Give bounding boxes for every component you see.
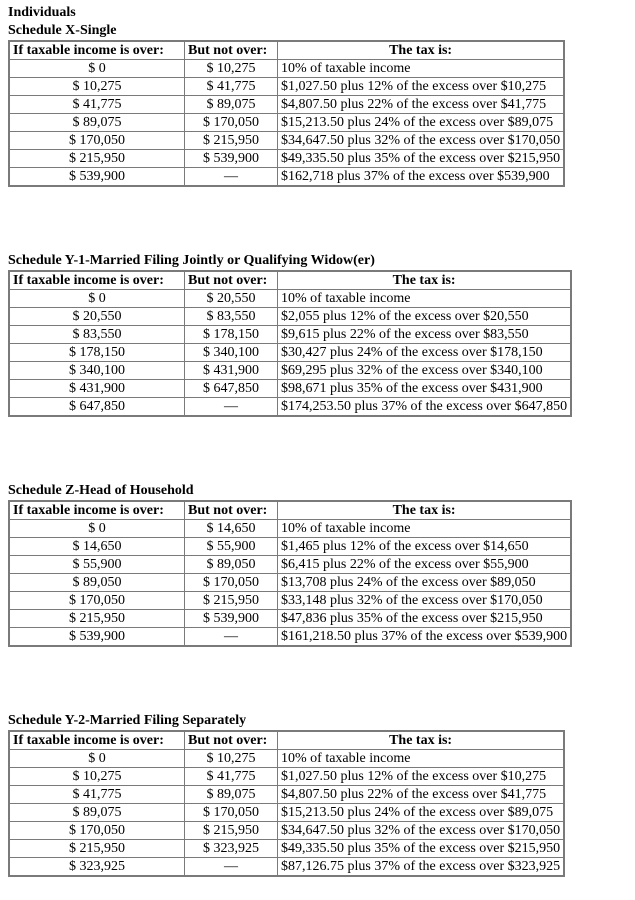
column-header-tax: The tax is: <box>278 271 572 290</box>
cell-over: $ 215,950 <box>9 840 185 858</box>
cell-over: $ 10,275 <box>9 768 185 786</box>
table-row <box>9 628 571 647</box>
column-header-not-over: But not over: <box>185 731 278 750</box>
table-row <box>9 344 571 362</box>
table-row <box>9 750 564 768</box>
cell-not-over: $ 20,550 <box>185 290 278 308</box>
table-row <box>9 520 571 538</box>
cell-not-over: $ 55,900 <box>185 538 278 556</box>
cell-over: $ 89,050 <box>9 574 185 592</box>
cell-not-over: $ 41,775 <box>185 768 278 786</box>
tax-table <box>8 500 572 647</box>
cell-over: $ 14,650 <box>9 538 185 556</box>
cell-not-over: $ 647,850 <box>185 380 278 398</box>
cell-tax: $174,253.50 plus 37% of the excess over $647,850 <box>278 398 572 417</box>
cell-not-over: $ 170,050 <box>185 804 278 822</box>
cell-over: $ 170,050 <box>9 592 185 610</box>
cell-tax: $2,055 plus 12% of the excess over $20,550 <box>278 308 572 326</box>
schedule-title: Schedule Y-1-Married Filing Jointly or Qualifying Widow(er) <box>8 253 375 268</box>
cell-not-over: — <box>185 628 278 647</box>
cell-tax: $30,427 plus 24% of the excess over $178,150 <box>278 344 572 362</box>
table-row <box>9 290 571 308</box>
cell-not-over: — <box>185 858 278 877</box>
cell-not-over: $ 215,950 <box>185 822 278 840</box>
cell-over: $ 0 <box>9 750 185 768</box>
table-row <box>9 132 564 150</box>
column-header-over: If taxable income is over: <box>9 731 185 750</box>
table-row <box>9 768 564 786</box>
table-row <box>9 538 571 556</box>
cell-tax: $9,615 plus 22% of the excess over $83,550 <box>278 326 572 344</box>
schedule-title: Schedule Y-2-Married Filing Separately <box>8 713 247 728</box>
cell-over: $ 83,550 <box>9 326 185 344</box>
cell-not-over: $ 170,050 <box>185 114 278 132</box>
cell-tax: $4,807.50 plus 22% of the excess over $41,775 <box>278 96 565 114</box>
table-row <box>9 556 571 574</box>
schedule-block-z <box>8 482 572 647</box>
cell-not-over: $ 539,900 <box>185 150 278 168</box>
cell-not-over: $ 41,775 <box>185 78 278 96</box>
cell-over: $ 0 <box>9 290 185 308</box>
cell-not-over: $ 215,950 <box>185 132 278 150</box>
cell-tax: 10% of taxable income <box>278 520 572 538</box>
cell-over: $ 0 <box>9 60 185 78</box>
cell-not-over: $ 431,900 <box>185 362 278 380</box>
cell-tax: $4,807.50 plus 22% of the excess over $41,775 <box>278 786 565 804</box>
cell-not-over: $ 323,925 <box>185 840 278 858</box>
cell-not-over: — <box>185 168 278 187</box>
cell-tax: $49,335.50 plus 35% of the excess over $215,950 <box>278 150 565 168</box>
column-header-not-over: But not over: <box>185 41 278 60</box>
schedule-title: Schedule Z-Head of Household <box>8 483 194 498</box>
table-row <box>9 574 571 592</box>
table-row <box>9 610 571 628</box>
cell-over: $ 0 <box>9 520 185 538</box>
tax-table <box>8 40 565 187</box>
cell-not-over: $ 178,150 <box>185 326 278 344</box>
cell-tax: $161,218.50 plus 37% of the excess over $539,900 <box>278 628 572 647</box>
cell-over: $ 215,950 <box>9 150 185 168</box>
cell-over: $ 647,850 <box>9 398 185 417</box>
cell-over: $ 89,075 <box>9 804 185 822</box>
table-header-row <box>9 731 564 750</box>
cell-tax: $15,213.50 plus 24% of the excess over $89,075 <box>278 114 565 132</box>
cell-over: $ 215,950 <box>9 610 185 628</box>
cell-not-over: $ 10,275 <box>185 60 278 78</box>
cell-tax: $15,213.50 plus 24% of the excess over $89,075 <box>278 804 565 822</box>
cell-not-over: $ 539,900 <box>185 610 278 628</box>
column-header-tax: The tax is: <box>278 731 565 750</box>
cell-over: $ 41,775 <box>9 96 185 114</box>
cell-over: $ 89,075 <box>9 114 185 132</box>
cell-not-over: $ 89,075 <box>185 96 278 114</box>
schedule-title: Schedule X-Single <box>8 23 117 38</box>
cell-tax: $69,295 plus 32% of the excess over $340,100 <box>278 362 572 380</box>
table-header-row <box>9 501 571 520</box>
column-header-not-over: But not over: <box>185 501 278 520</box>
cell-over: $ 431,900 <box>9 380 185 398</box>
cell-tax: $13,708 plus 24% of the excess over $89,050 <box>278 574 572 592</box>
tax-table <box>8 270 572 417</box>
column-header-tax: The tax is: <box>278 501 572 520</box>
column-header-not-over: But not over: <box>185 271 278 290</box>
cell-over: $ 340,100 <box>9 362 185 380</box>
table-row <box>9 114 564 132</box>
cell-tax: $49,335.50 plus 35% of the excess over $215,950 <box>278 840 565 858</box>
cell-tax: $47,836 plus 35% of the excess over $215,950 <box>278 610 572 628</box>
table-row <box>9 592 571 610</box>
cell-tax: 10% of taxable income <box>278 750 565 768</box>
column-header-over: If taxable income is over: <box>9 41 185 60</box>
cell-not-over: $ 14,650 <box>185 520 278 538</box>
table-row <box>9 398 571 417</box>
cell-not-over: $ 340,100 <box>185 344 278 362</box>
cell-tax: $33,148 plus 32% of the excess over $170,050 <box>278 592 572 610</box>
cell-not-over: — <box>185 398 278 417</box>
cell-over: $ 539,900 <box>9 628 185 647</box>
table-row <box>9 308 571 326</box>
schedule-block-x <box>8 4 565 187</box>
table-row <box>9 840 564 858</box>
table-row <box>9 168 564 187</box>
cell-over: $ 10,275 <box>9 78 185 96</box>
table-row <box>9 150 564 168</box>
table-row <box>9 326 571 344</box>
table-row <box>9 804 564 822</box>
cell-not-over: $ 83,550 <box>185 308 278 326</box>
cell-over: $ 55,900 <box>9 556 185 574</box>
cell-tax: 10% of taxable income <box>278 60 565 78</box>
table-header-row <box>9 41 564 60</box>
cell-tax: $1,027.50 plus 12% of the excess over $10,275 <box>278 768 565 786</box>
column-header-over: If taxable income is over: <box>9 271 185 290</box>
cell-not-over: $ 89,075 <box>185 786 278 804</box>
cell-over: $ 323,925 <box>9 858 185 877</box>
column-header-over: If taxable income is over: <box>9 501 185 520</box>
cell-over: $ 20,550 <box>9 308 185 326</box>
cell-not-over: $ 170,050 <box>185 574 278 592</box>
cell-not-over: $ 215,950 <box>185 592 278 610</box>
table-row <box>9 380 571 398</box>
cell-over: $ 539,900 <box>9 168 185 187</box>
cell-not-over: $ 10,275 <box>185 750 278 768</box>
page-title: Individuals <box>8 5 76 20</box>
table-row <box>9 78 564 96</box>
cell-not-over: $ 89,050 <box>185 556 278 574</box>
schedule-block-y1 <box>8 252 572 417</box>
cell-tax: $1,027.50 plus 12% of the excess over $10,275 <box>278 78 565 96</box>
table-row <box>9 858 564 877</box>
cell-tax: $34,647.50 plus 32% of the excess over $170,050 <box>278 822 565 840</box>
cell-tax: $6,415 plus 22% of the excess over $55,900 <box>278 556 572 574</box>
cell-tax: 10% of taxable income <box>278 290 572 308</box>
cell-tax: $98,671 plus 35% of the excess over $431,900 <box>278 380 572 398</box>
cell-over: $ 170,050 <box>9 132 185 150</box>
cell-tax: $34,647.50 plus 32% of the excess over $170,050 <box>278 132 565 150</box>
schedule-block-y2 <box>8 712 565 877</box>
cell-tax: $1,465 plus 12% of the excess over $14,650 <box>278 538 572 556</box>
cell-over: $ 178,150 <box>9 344 185 362</box>
cell-tax: $87,126.75 plus 37% of the excess over $323,925 <box>278 858 565 877</box>
tax-table <box>8 730 565 877</box>
table-row <box>9 822 564 840</box>
column-header-tax: The tax is: <box>278 41 565 60</box>
cell-over: $ 41,775 <box>9 786 185 804</box>
table-row <box>9 786 564 804</box>
cell-tax: $162,718 plus 37% of the excess over $539,900 <box>278 168 565 187</box>
cell-over: $ 170,050 <box>9 822 185 840</box>
table-header-row <box>9 271 571 290</box>
table-row <box>9 96 564 114</box>
table-row <box>9 362 571 380</box>
table-row <box>9 60 564 78</box>
